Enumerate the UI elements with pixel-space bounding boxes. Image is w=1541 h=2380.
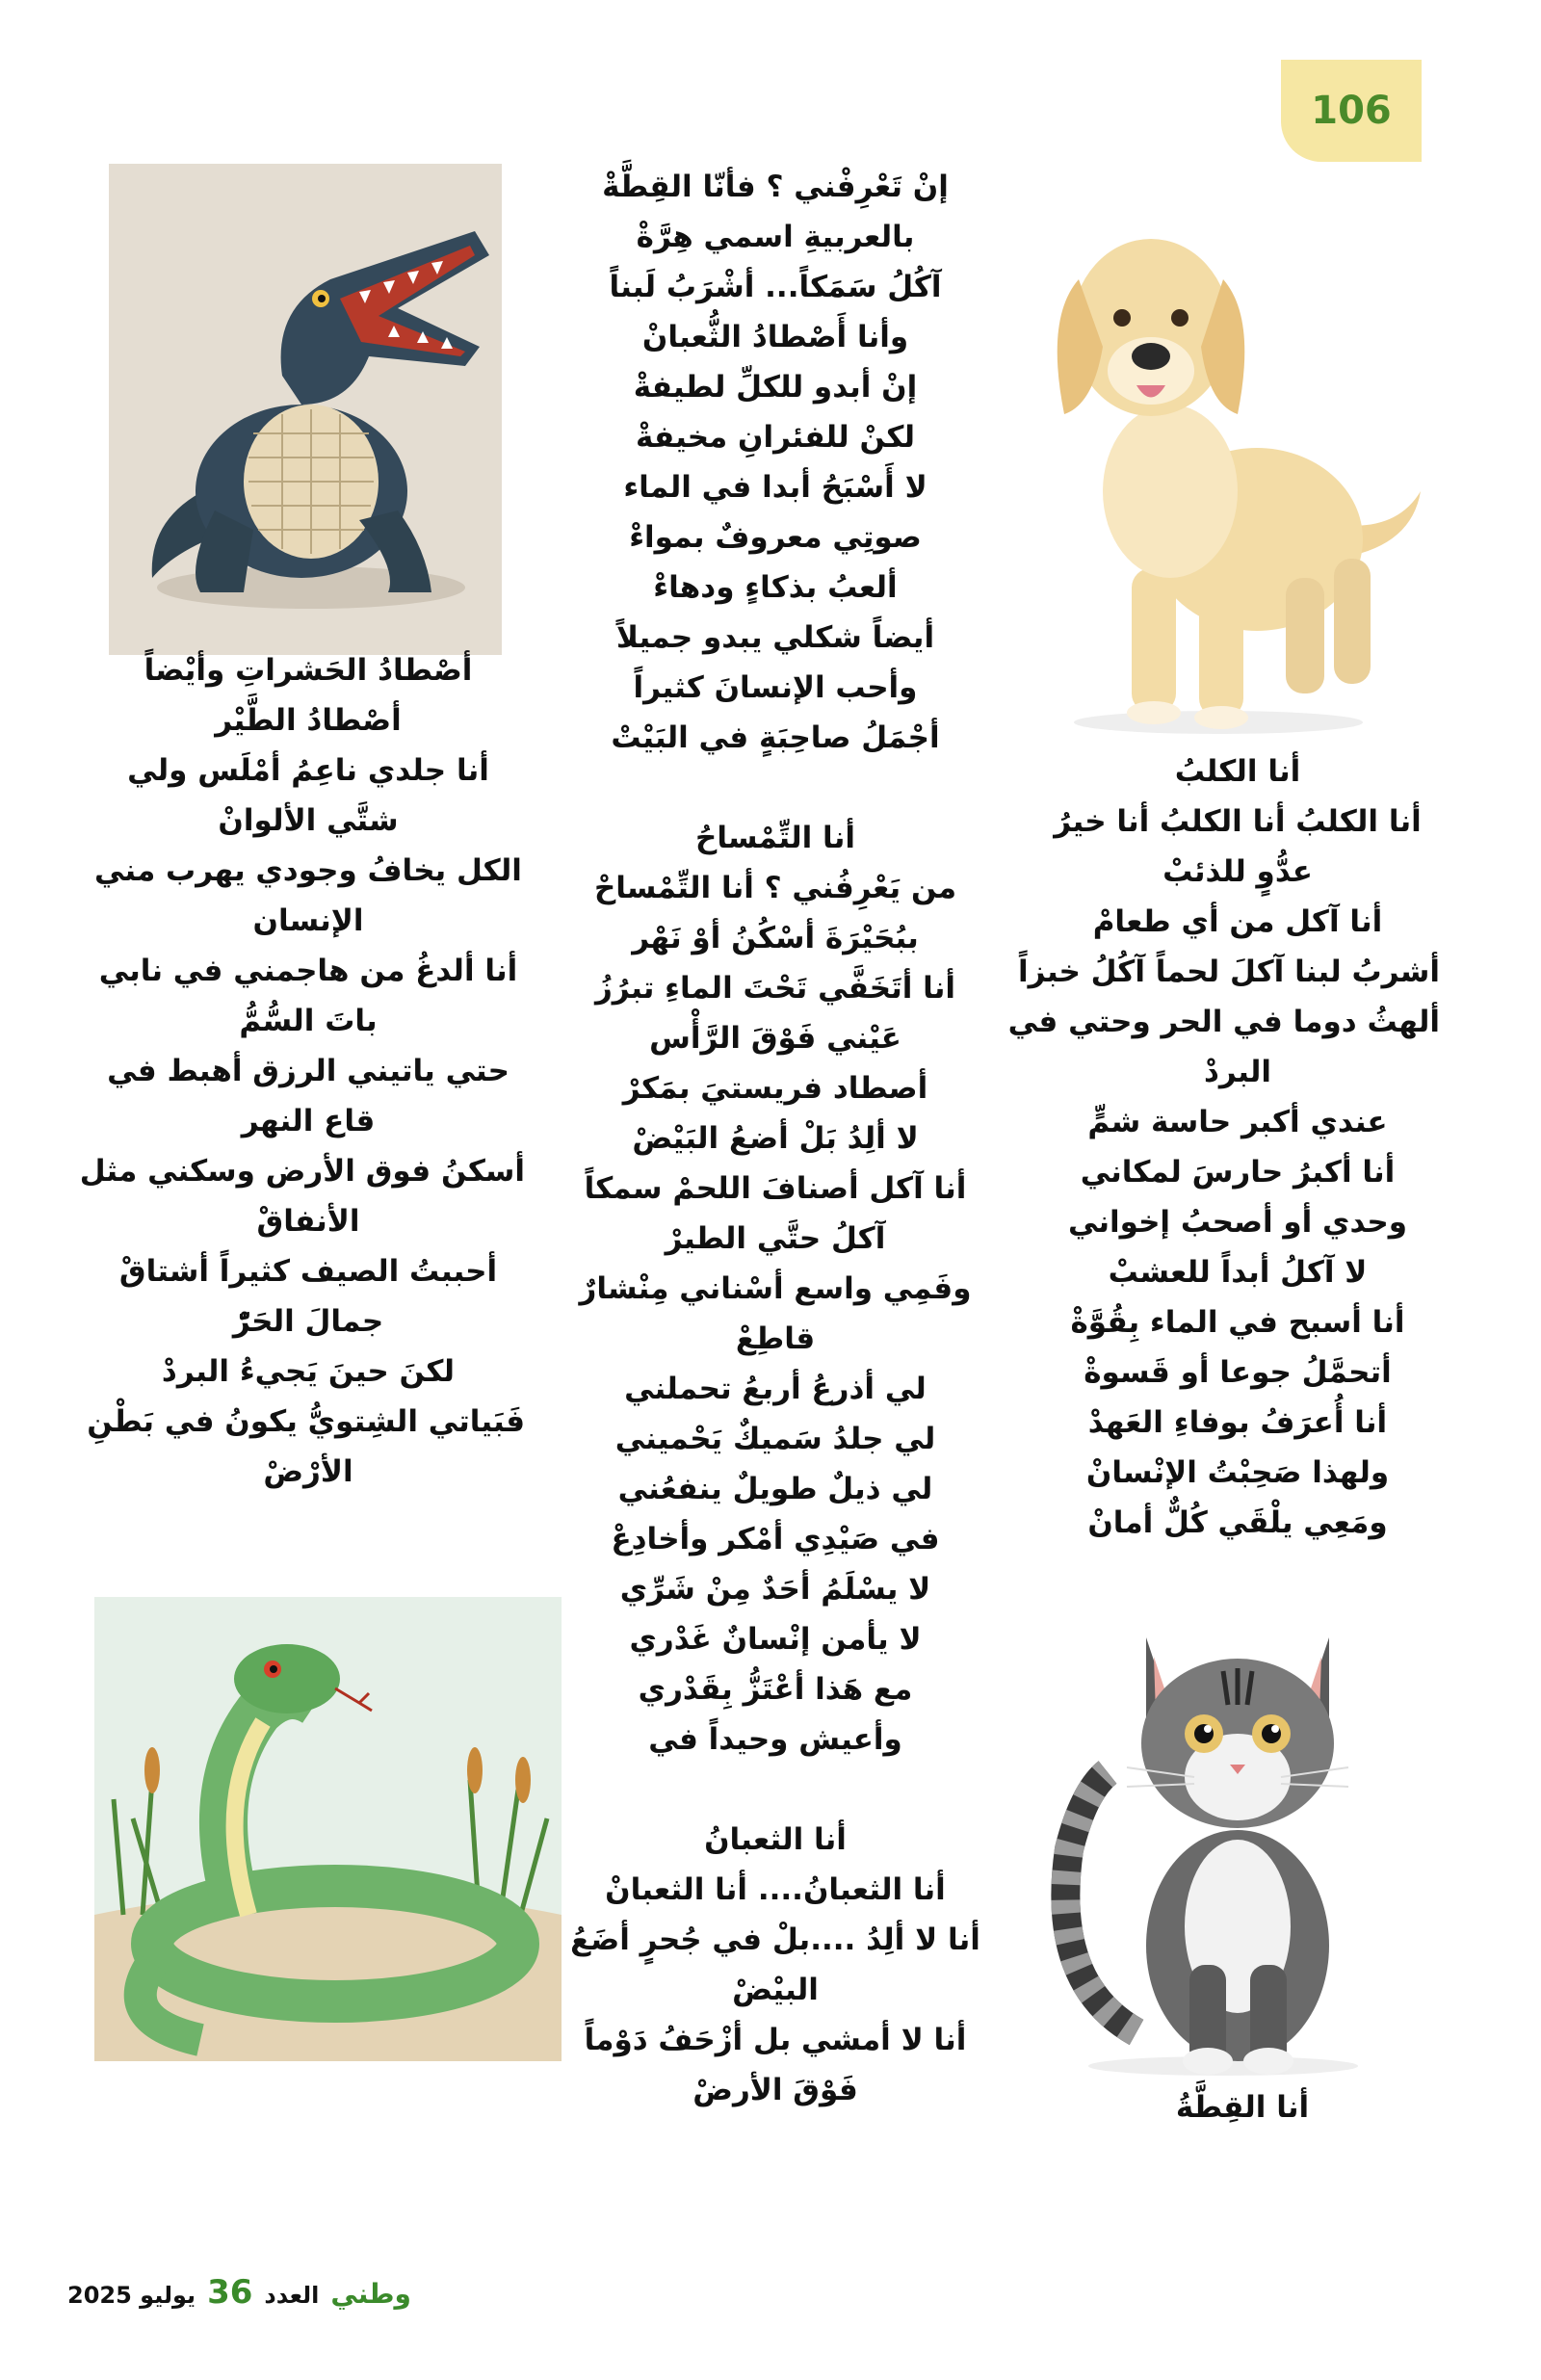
crocodile-illustration [109,164,502,655]
poem-line: قاع النهر [241,1104,376,1138]
poem-line: ببُحَيْرَةَ أسْكُنُ أوْ نَهْر [632,921,919,955]
poem-line: مع هَذا أعْتَزُّ بِقَدْري [638,1672,913,1707]
poem-title: أنا الثعبانُ [704,1822,847,1857]
dog-poem-column [1007,746,1440,1548]
poem-line: وفَمِي واسع أسْناني مِنْشارٌ [579,1271,972,1306]
cat-illustration [1031,1580,1425,2080]
poem-line: عَيْني فَوْقَ الرَّأْس [649,1021,901,1056]
poem-title: أنا التِّمْساحُ [695,821,855,855]
poem-line: أنا آكل أصنافَ اللحمْ سمكاً [584,1171,967,1206]
poem-line: عدُّوٍ للذئبْ [1162,854,1313,889]
poem-line: عندي أكبر حاسة شمٍّ [1087,1105,1388,1139]
poem-line: حتي ياتيني الرزق أهبط في [107,1054,509,1088]
poem-line: ومَعِي يلْقَي كُلٌّ أمانْ [1087,1505,1388,1540]
stanza-gap [568,1765,982,1815]
issue-label: العدد [264,2282,320,2309]
poem-line: في صَيْدِي أمْكر وأخادِعْ [611,1522,940,1556]
poem-line: من يَعْرِفُني ؟ أنا التِّمْساحْ [593,871,957,905]
poem-line: ولهذا صَحِبْتُ الإنْسانْ [1085,1455,1390,1490]
poem-line: لي أذرعُ أربعُ تحملني [624,1372,927,1406]
poem-line: إنْ تَعْرِفْني ؟ فأنّا القِطَّةْ [602,170,949,204]
poem-line: أصطاد فريستيَ بمَكرْ [622,1071,928,1106]
page-number: 106 [1311,89,1392,133]
poem-title: أنا الكلبُ [1174,754,1301,789]
poem-line: البردْ [1203,1055,1272,1089]
poem-line: صوتِي معروفٌ بمواءْ [629,520,922,555]
poem-line: بالعربيةِ اسمي هِرَّةْ [636,220,915,254]
poem-line: أنا ألدغُ من هاجمني في نابي [98,954,518,988]
middle-poem-column [568,162,982,2115]
poem-line: وأعيش وحيداً في [648,1722,902,1757]
stanza-gap [568,763,982,813]
magazine-name: وطني [330,2278,411,2310]
page-footer [67,2273,411,2321]
cat-poem-title: أنا القِطَّةُ [1175,2090,1310,2125]
poem-line: لي ذيلٌ طويلٌ ينفعُني [617,1472,933,1506]
poem-line: أنا أكبرُ حارسَ لمكاني [1080,1155,1396,1190]
poem-line: أصْطادُ الطَّيْر [215,703,402,738]
poem-line: شتَّي الألوانْ [218,803,399,838]
poem-line: الإنسان [252,903,364,938]
poem-line: أنا الثعبانُ.... أنا الثعبانْ [605,1872,946,1907]
poem-line: أنا جلدي ناعِمُ أمْلَس ولي [127,753,489,788]
poem-line: أحببتُ الصيف كثيراً أشتاقْ [118,1254,498,1289]
poem-line: لكنَ حينَ يَجيءُ البردْ [161,1354,456,1389]
poem-line: لا آكلُ أبداً للعشبْ [1108,1255,1368,1290]
poem-line: البيْضْ [732,1973,819,2007]
dog-icon [1026,202,1430,742]
issue-date: يوليو 2025 [67,2282,196,2309]
poem-line: باتَ السُّمُّ [239,1004,378,1038]
dog-illustration [1026,202,1430,742]
poem-line: أنا آكل من أي طعامْ [1092,904,1383,939]
poem-line: لا يأمن إنْسانٌ غَدْري [629,1622,922,1657]
poem-line: أسكنُ فوق الأرض وسكني مثل [79,1154,525,1189]
poem-line: أصْطادُ الحَشراتِ وأيْضاً [144,653,473,688]
poem-line: أنا لا أمشي بل أزْحَفُ دَوْماً [584,2023,967,2057]
poem-line: أنا الكلبُ أنا الكلبُ أنا خيرُ [1054,804,1422,839]
poem-line: ألعبُ بذكاءٍ ودهاءْ [653,570,898,605]
poem-line: إنْ أبدو للكلِّ لطيفةْ [633,370,918,405]
poem-line: لكنْ للفئرانِ مخيفةْ [635,420,916,455]
poem-line: أنا لا ألِدُ ....بلْ في جُحرٍ أضَعُ [570,1922,980,1957]
poem-line: أنا أتَخَفَّي تَحْتَ الماءِ تبرُزُ [594,971,956,1006]
poem-line: أنا أسبح في الماء بِقُوَّةْ [1070,1305,1405,1340]
poem-line: وحدي أو أصحبُ إخواني [1068,1205,1407,1240]
poem-line: أجْمَلُ صاحِبَةٍ في البَيْتْ [611,720,940,755]
poem-line: وأنا أَصْطادُ الثُّعبانْ [641,320,909,354]
snake-icon [94,1597,562,2061]
crocodile-icon [109,164,502,655]
poem-line: فَبَياتي الشِتويُّ يكونُ في بَطْنِ [87,1404,525,1439]
page-number-badge [1281,60,1422,162]
poem-line: لا ألِدُ بَلْ أضعُ البَيْضْ [632,1121,919,1156]
poem-line: أتحمَّلُ جوعا أو قَسوةْ [1084,1355,1392,1390]
poem-line: آكُلُ سَمَكاً... أشْرَبُ لَبناً [609,270,942,304]
poem-line: أنا أُعرَفُ بوفاءِ العَهدْ [1087,1405,1388,1440]
poem-line: لا يسْلَمُ أحَدٌ مِنْ شَرِّي [619,1572,931,1607]
poem-line: وأحب الإنسانَ كثيراً [633,670,918,705]
issue-number: 36 [207,2273,253,2312]
poem-line: الأرْضْ [263,1454,353,1489]
poem-line: أيضاً شكلي يبدو جميلاً [615,620,935,655]
poem-line: لي جلدُ سَميكٌ يَحْميني [614,1422,936,1456]
poem-line: فَوْقَ الأرضْ [692,2073,858,2107]
poem-line: لا أَسْبَحُ أبدا في الماء [623,470,927,505]
poem-line: آكلُ حتَّي الطيرْ [665,1221,886,1256]
snake-poem-column [79,645,525,1497]
poem-line: جمالَ الحَرّْ [232,1304,384,1339]
poem-line: الكل يخافُ وجودي يهرب مني [94,853,522,888]
poem-line: الأنفاقْ [256,1204,360,1239]
poem-line: أشربُ لبنا آكلَ لحماً آكُلُ خبزاً [1017,955,1440,989]
poem-line: ألهثُ دوما في الحر وحتي في [1007,1005,1440,1039]
cat-icon [1031,1580,1425,2080]
snake-illustration [94,1597,562,2061]
poem-line: قاطِعْ [735,1321,816,1356]
